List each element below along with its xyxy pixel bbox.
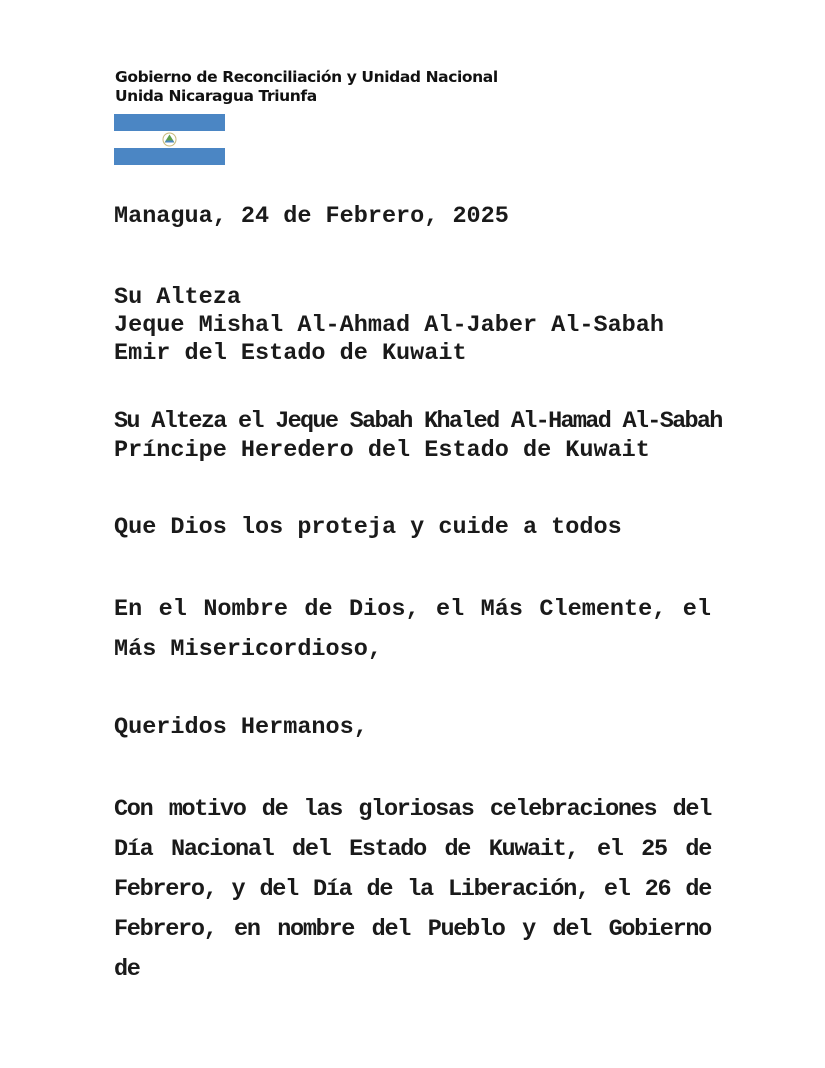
- coat-of-arms-icon: [114, 131, 225, 148]
- recipient-1-title: Su Alteza: [114, 284, 241, 311]
- recipient-1-name: Jeque Mishal Al-Ahmad Al-Jaber Al-Sabah: [114, 312, 664, 339]
- body-line-4: Febrero, en nombre del Pueblo y del Gobierno de: [114, 916, 711, 983]
- blessing-line: Que Dios los proteja y cuide a todos: [114, 514, 622, 541]
- header-line-1: Gobierno de Reconciliación y Unidad Nacional: [115, 68, 498, 86]
- letter-date: Managua, 24 de Febrero, 2025: [114, 203, 509, 230]
- recipient-1-position: Emir del Estado de Kuwait: [114, 340, 467, 367]
- recipient-2-position: Príncipe Heredero del Estado de Kuwait: [114, 437, 650, 464]
- salutation: Queridos Hermanos,: [114, 714, 368, 741]
- body-line-3: Febrero, y del Día de la Liberación, el 26 de: [114, 876, 711, 903]
- invocation-line-2: Más Misericordioso,: [114, 636, 382, 663]
- header-line-2: Unida Nicaragua Triunfa: [115, 87, 317, 105]
- body-line-1: Con motivo de las gloriosas celebraciones del: [114, 796, 711, 823]
- flag-middle-band: [114, 131, 225, 148]
- recipient-2-name: Su Alteza el Jeque Sabah Khaled Al-Hamad Al-Sabah: [114, 408, 722, 435]
- government-header: [115, 68, 498, 106]
- flag-top-band: [114, 114, 225, 131]
- flag-bottom-band: [114, 148, 225, 165]
- body-line-2: Día Nacional del Estado de Kuwait, el 25 de: [114, 836, 711, 863]
- invocation-line-1: En el Nombre de Dios, el Más Clemente, el: [114, 596, 711, 623]
- body-paragraph: [114, 790, 711, 990]
- invocation-paragraph: [114, 590, 711, 670]
- nicaragua-flag-icon: [114, 114, 225, 165]
